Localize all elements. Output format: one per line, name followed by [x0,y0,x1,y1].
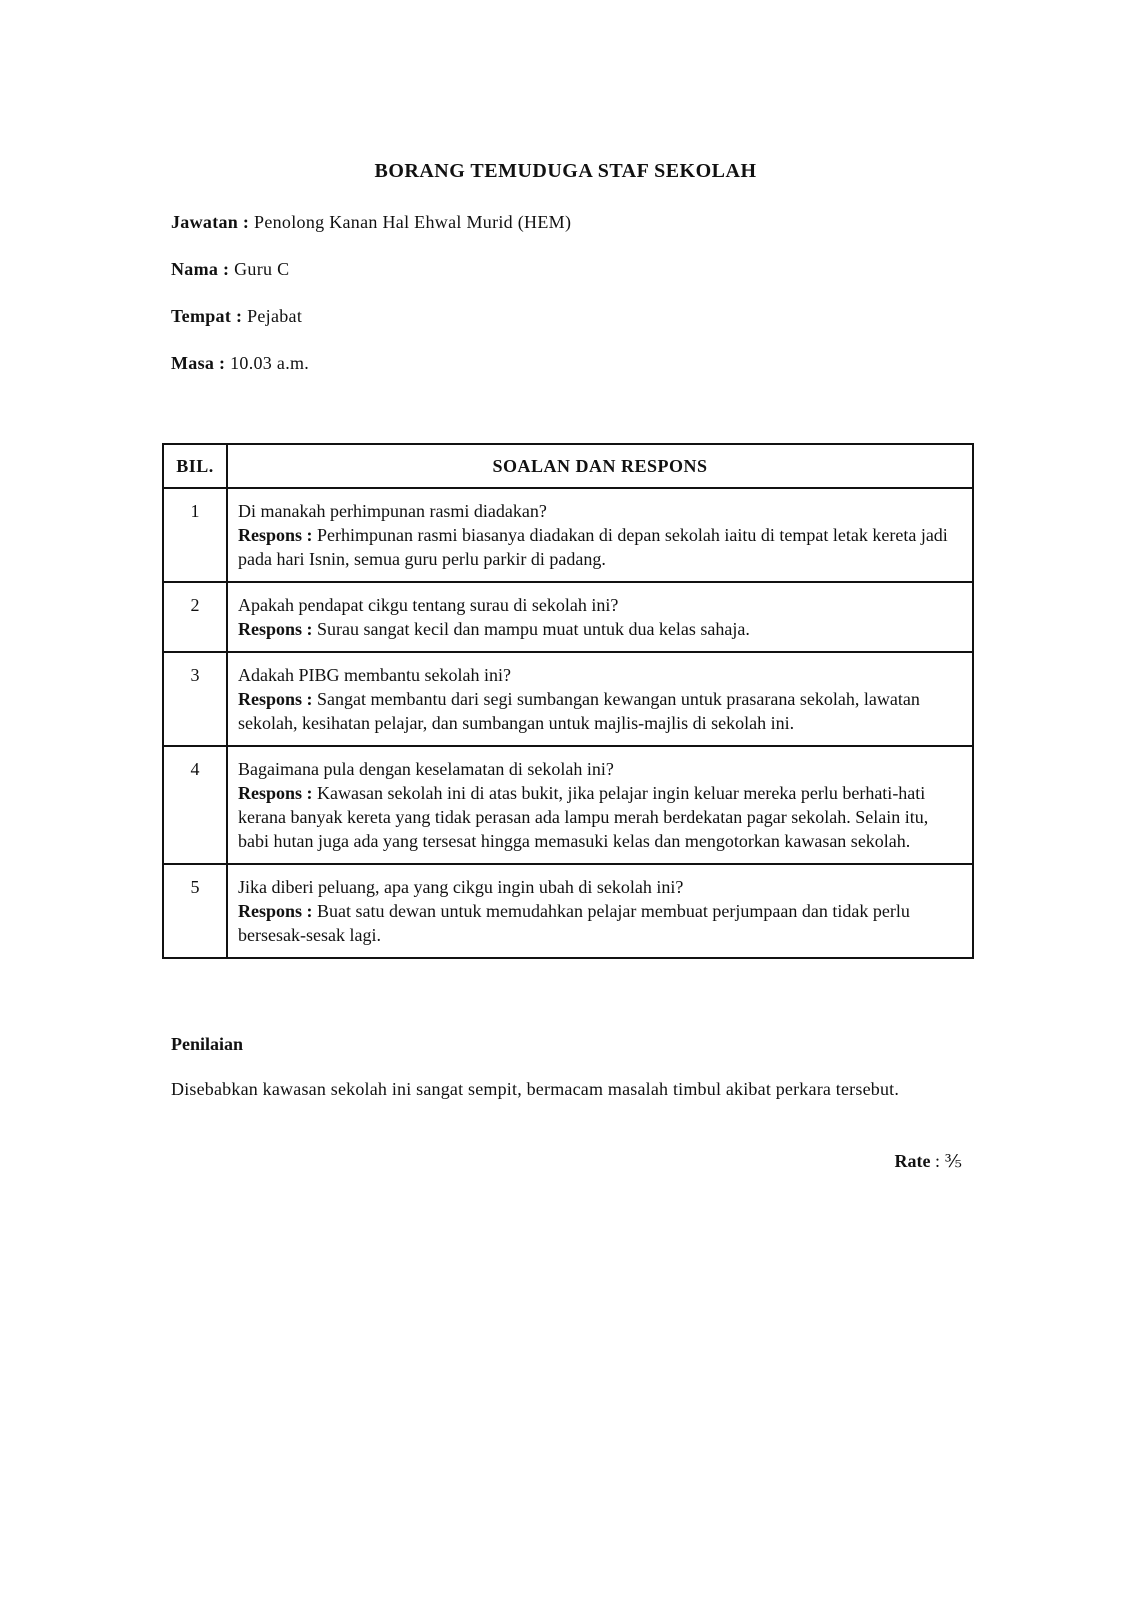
document-title: BORANG TEMUDUGA STAF SEKOLAH [374,160,757,182]
row-number: 5 [163,864,227,958]
table-header-row [163,444,973,488]
response-text: Sangat membantu dari segi sumbangan kewangan untuk prasarana sekolah, lawatan sekolah, kesihatan pelajar, dan sumbangan untuk majlis-majlis di sekolah ini. [238,689,920,733]
header-soalan-respons: SOALAN DAN RESPONS [227,444,973,488]
response-label: Respons : [238,901,313,921]
field-jawatan [171,212,571,233]
field-label: Tempat : [171,306,243,326]
response-label: Respons : [238,619,313,639]
response-text: Kawasan sekolah ini di atas bukit, jika pelajar ingin keluar mereka perlu berhati-hati kerana banyak kereta yang tidak perasan ada lampu merah berdekatan pagar sekolah. Selain itu, babi hutan juga ada yang tersesat hingga memasuki kelas dan mengotorkan kawasan sekolah. [238,783,929,851]
header-bil: BIL. [163,444,227,488]
question-text: Bagaimana pula dengan keselamatan di sekolah ini? [238,759,614,779]
response-text: Perhimpunan rasmi biasanya diadakan di depan sekolah iaitu di tempat letak kereta jadi pada hari Isnin, semua guru perlu parkir di padang. [238,525,948,569]
row-number: 1 [163,488,227,582]
row-number: 4 [163,746,227,864]
question-text: Jika diberi peluang, apa yang cikgu ingin ubah di sekolah ini? [238,877,684,897]
interview-table [162,443,974,959]
row-content [227,582,973,652]
table-row [163,746,973,864]
rate-label: Rate [894,1151,931,1171]
row-number: 2 [163,582,227,652]
question-text: Adakah PIBG membantu sekolah ini? [238,665,511,685]
field-label: Masa : [171,353,226,373]
row-content [227,652,973,746]
table-row [163,864,973,958]
field-label: Jawatan : [171,212,250,232]
field-masa [171,353,309,374]
field-value: 10.03 a.m. [230,353,310,373]
response-text: Surau sangat kecil dan mampu muat untuk dua kelas sahaja. [317,619,750,639]
question-text: Di manakah perhimpunan rasmi diadakan? [238,501,547,521]
response-label: Respons : [238,689,313,709]
field-value: Guru C [234,259,290,279]
table-row [163,652,973,746]
row-content [227,746,973,864]
response-label: Respons : [238,783,313,803]
field-tempat [171,306,302,327]
response-label: Respons : [238,525,313,545]
question-text: Apakah pendapat cikgu tentang surau di sekolah ini? [238,595,619,615]
row-content [227,864,973,958]
field-label: Nama : [171,259,230,279]
field-value: Penolong Kanan Hal Ehwal Murid (HEM) [254,212,572,232]
table-row [163,582,973,652]
rate-value: ⅗ [944,1151,962,1171]
field-value: Pejabat [247,306,303,326]
table-row [163,488,973,582]
field-nama [171,259,289,280]
assessment-text: Disebabkan kawasan sekolah ini sangat sempit, bermacam masalah timbul akibat perkara tersebut. [171,1079,900,1099]
row-number: 3 [163,652,227,746]
assessment-heading: Penilaian [171,1034,244,1054]
row-content [227,488,973,582]
rate-line: Rate : ⅗ [894,1151,962,1171]
response-text: Buat satu dewan untuk memudahkan pelajar membuat perjumpaan dan tidak perlu bersesak-sesak lagi. [238,901,910,945]
